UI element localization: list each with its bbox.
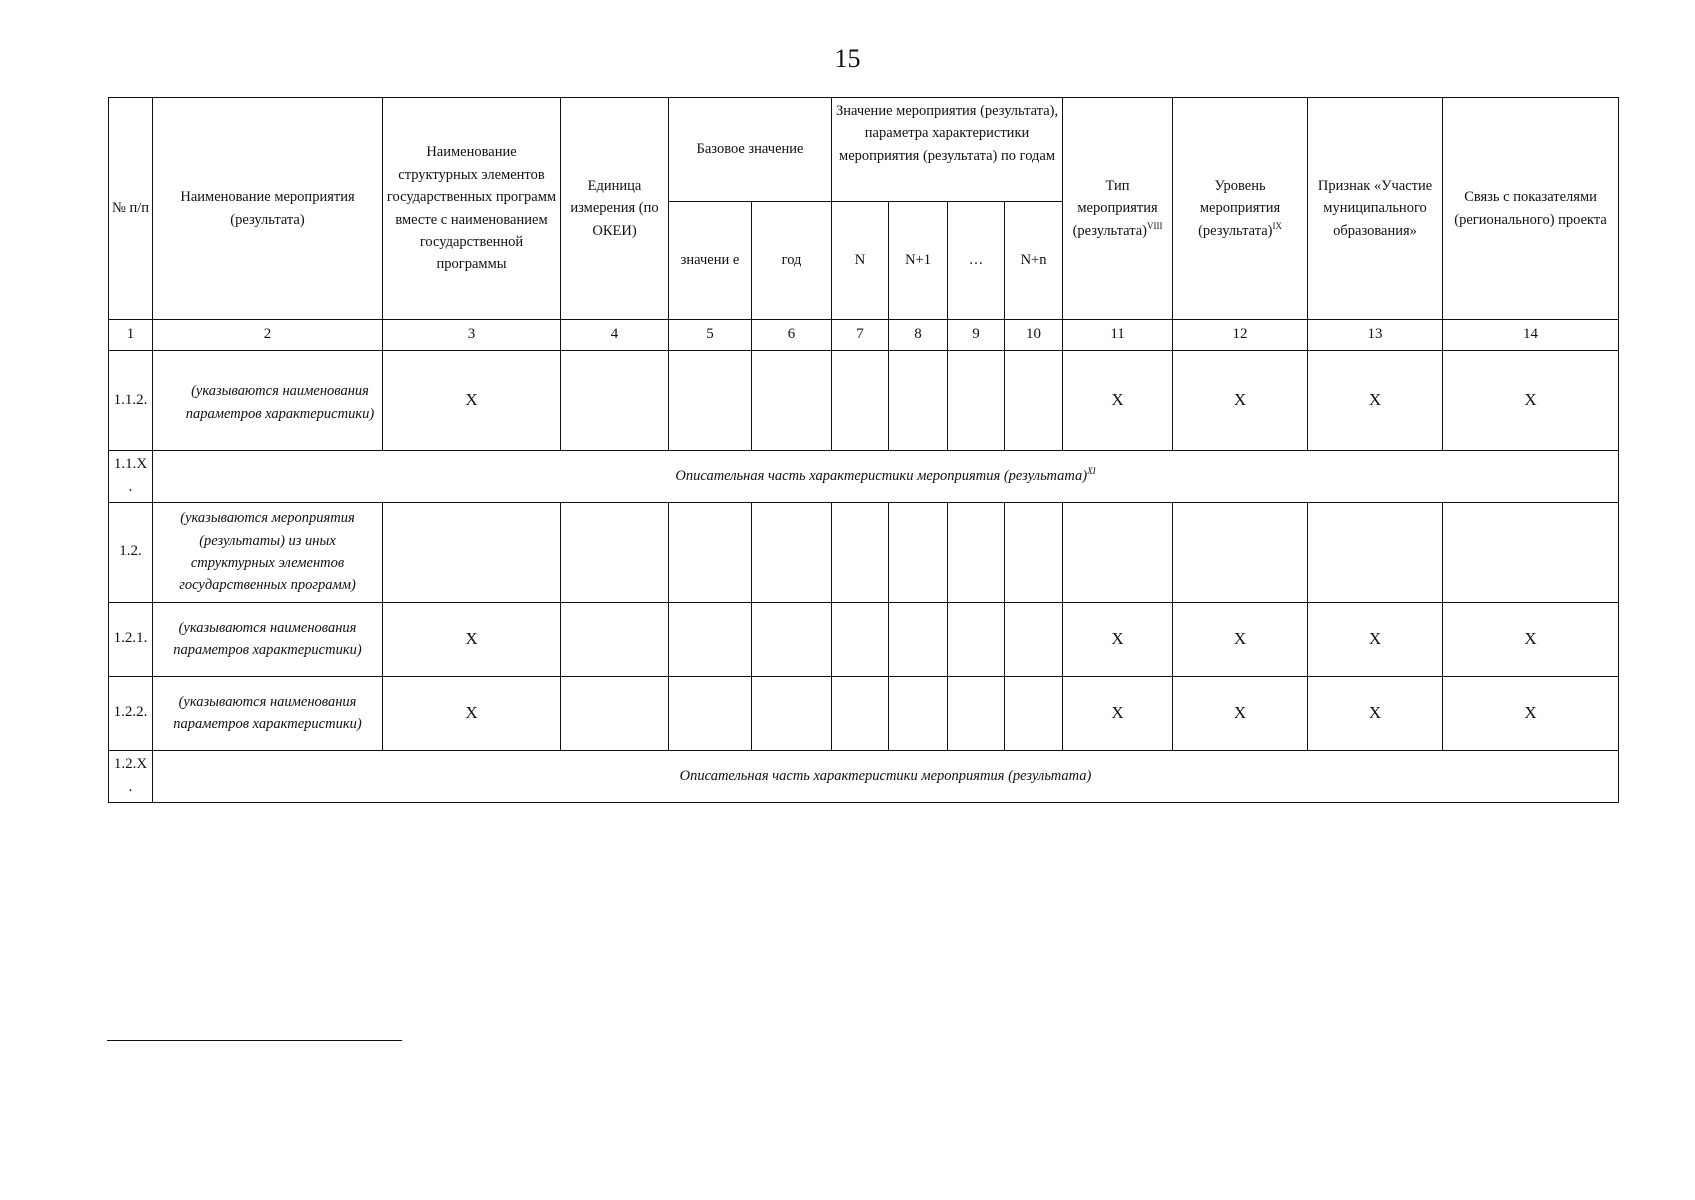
header-type-sup: VIII	[1146, 220, 1163, 231]
row-year-n1	[889, 676, 948, 750]
row-structural: X	[383, 676, 561, 750]
row-base-value	[669, 602, 752, 676]
header-base-value: значени е	[669, 202, 752, 320]
table-row	[109, 351, 1619, 451]
row-description	[153, 451, 1619, 503]
column-number: 9	[948, 320, 1005, 351]
header-year-nn: N+n	[1005, 202, 1063, 320]
row-type: X	[1063, 676, 1173, 750]
table-row-description	[109, 451, 1619, 503]
header-type-text: Тип мероприятия (результата)	[1072, 177, 1158, 239]
header-year-dots: …	[948, 202, 1005, 320]
header-year-n1: N+1	[889, 202, 948, 320]
row-name: (указываются наименования параметров характеристики)	[153, 676, 383, 750]
column-number: 5	[669, 320, 752, 351]
table-row	[109, 676, 1619, 750]
column-number: 12	[1173, 320, 1308, 351]
row-type: X	[1063, 602, 1173, 676]
row-link: X	[1443, 676, 1619, 750]
row-year-nn	[1005, 351, 1063, 451]
column-number: 13	[1308, 320, 1443, 351]
header-unit: Единица измерения (по ОКЕИ)	[561, 98, 669, 320]
header-municipal: Признак «Участие муниципального образования»	[1308, 98, 1443, 320]
row-year-n1	[889, 602, 948, 676]
row-number: 1.2.X .	[109, 750, 153, 802]
row-link	[1443, 502, 1619, 602]
row-year-n1	[889, 351, 948, 451]
row-unit	[561, 676, 669, 750]
row-description-sup: XI	[1087, 466, 1096, 477]
row-level: X	[1173, 602, 1308, 676]
header-link: Связь с показателями (регионального) проекта	[1443, 98, 1619, 320]
row-name: (указываются наименования параметров характеристики)	[153, 602, 383, 676]
row-type: X	[1063, 351, 1173, 451]
row-structural: X	[383, 351, 561, 451]
header-level-text: Уровень мероприятия (результата)	[1198, 177, 1281, 239]
row-year-n1	[889, 502, 948, 602]
row-description-text: Описательная часть характеристики мероприятия (результата)	[675, 468, 1088, 485]
row-base-year	[752, 602, 832, 676]
row-year-nn	[1005, 502, 1063, 602]
row-year-dots	[948, 351, 1005, 451]
header-values-by-year: Значение мероприятия (результата), параметра характеристики мероприятия (результата) по годам	[832, 98, 1063, 202]
row-base-value	[669, 676, 752, 750]
column-number: 11	[1063, 320, 1173, 351]
footnote-separator	[107, 1040, 402, 1041]
row-number: 1.2.	[109, 502, 153, 602]
row-year-nn	[1005, 676, 1063, 750]
header-num: № п/п	[109, 98, 153, 320]
column-number: 4	[561, 320, 669, 351]
page-number: 15	[834, 44, 861, 73]
row-base-year	[752, 502, 832, 602]
row-unit	[561, 602, 669, 676]
row-municipal: X	[1308, 602, 1443, 676]
row-base-value	[669, 351, 752, 451]
header-base-year: год	[752, 202, 832, 320]
row-number: 1.2.2.	[109, 676, 153, 750]
row-unit	[561, 502, 669, 602]
row-level: X	[1173, 351, 1308, 451]
row-base-year	[752, 351, 832, 451]
row-level	[1173, 502, 1308, 602]
row-municipal: X	[1308, 351, 1443, 451]
header-level-sup: IX	[1272, 220, 1282, 231]
row-level: X	[1173, 676, 1308, 750]
row-number: 1.2.1.	[109, 602, 153, 676]
row-year-n	[832, 502, 889, 602]
row-number: 1.1.X .	[109, 451, 153, 503]
row-type	[1063, 502, 1173, 602]
row-year-nn	[1005, 602, 1063, 676]
header-base: Базовое значение	[669, 98, 832, 202]
table-row-description	[109, 750, 1619, 802]
column-number: 14	[1443, 320, 1619, 351]
row-year-n	[832, 351, 889, 451]
row-structural: X	[383, 602, 561, 676]
row-unit	[561, 351, 669, 451]
header-year-n: N	[832, 202, 889, 320]
row-year-dots	[948, 502, 1005, 602]
row-year-n	[832, 676, 889, 750]
column-number: 8	[889, 320, 948, 351]
row-year-dots	[948, 676, 1005, 750]
row-link: X	[1443, 351, 1619, 451]
column-number: 3	[383, 320, 561, 351]
row-base-year	[752, 676, 832, 750]
header-level	[1173, 98, 1308, 320]
results-table	[108, 97, 1619, 803]
row-name: (указываются мероприятия (результаты) из иных структурных элементов государственных программ)	[153, 502, 383, 602]
column-number: 10	[1005, 320, 1063, 351]
header-name: Наименование мероприятия (результата)	[153, 98, 383, 320]
row-description: Описательная часть характеристики мероприятия (результата)	[153, 750, 1619, 802]
row-municipal: X	[1308, 676, 1443, 750]
header-type	[1063, 98, 1173, 320]
table-row	[109, 602, 1619, 676]
column-number: 6	[752, 320, 832, 351]
column-number: 7	[832, 320, 889, 351]
column-number: 1	[109, 320, 153, 351]
row-base-value	[669, 502, 752, 602]
header-structural: Наименование структурных элементов государственных программ вместе с наименованием государственной программы	[383, 98, 561, 320]
row-link: X	[1443, 602, 1619, 676]
row-year-dots	[948, 602, 1005, 676]
row-number: 1.1.2.	[109, 351, 153, 451]
row-year-n	[832, 602, 889, 676]
table-row	[109, 502, 1619, 602]
column-number-row	[109, 320, 1619, 351]
column-number: 2	[153, 320, 383, 351]
header-row-1	[109, 98, 1619, 202]
row-name: (указываются наименования параметров характеристики)	[153, 351, 383, 451]
row-structural	[383, 502, 561, 602]
row-municipal	[1308, 502, 1443, 602]
